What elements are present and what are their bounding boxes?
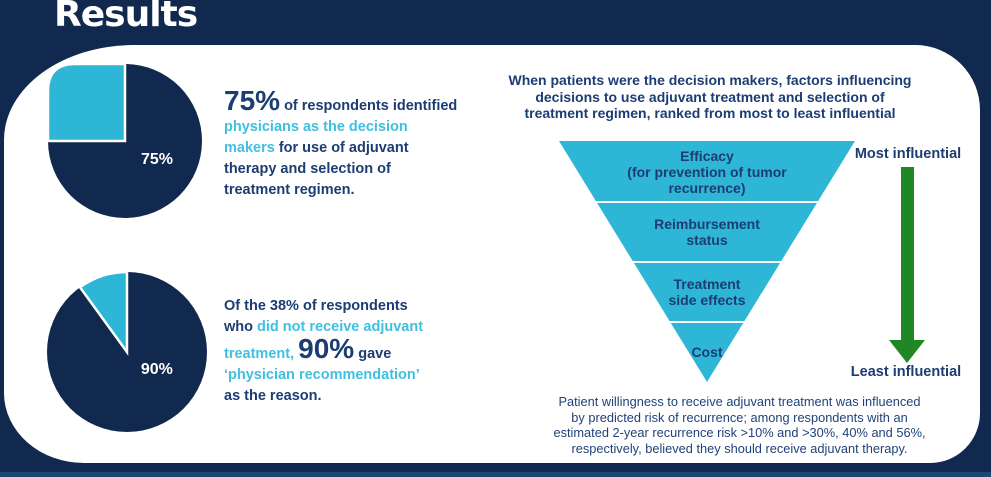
funnel-chart — [559, 141, 855, 382]
patient-willingness-note — [522, 394, 957, 456]
funnel-segment-reimbursement: Reimbursement status — [654, 216, 760, 248]
pie-chart-decision-makers — [45, 61, 205, 221]
note-line: Patient willingness to receive adjuvant treatment was influenced — [558, 394, 921, 409]
arrow-head — [889, 340, 925, 363]
funnel-segment-cost: Cost — [691, 344, 723, 360]
arrow-shaft — [901, 167, 914, 340]
pie-75-graphic — [45, 61, 205, 221]
funnel-header-line: treatment regimen, ranked from most to least influential — [524, 105, 896, 121]
stat-text-physicians: 75% of respondents identified physicians as the decision makers for use of adjuvant therapy and selection of treatment regimen. — [224, 85, 458, 198]
down-arrow-icon — [889, 167, 925, 363]
note-line: respectively, believed they should receive adjuvant therapy. — [571, 440, 908, 456]
funnel-header-line: decisions to use adjuvant treatment and selection of — [535, 88, 885, 105]
note-line: by predicted risk of recurrence; among respondents with an — [571, 409, 908, 425]
pie-chart-recommendation — [44, 269, 210, 435]
highlight-recommendation: ‘physician recommendation’ — [224, 367, 419, 383]
pie-75-minority-slice — [48, 64, 125, 141]
stat-90-number: 90% — [298, 333, 355, 364]
stat-75-number: 75% — [224, 85, 281, 116]
funnel-segment-side-effects: Treatment side effects — [668, 276, 746, 308]
funnel-header-line: When patients were the decision makers, factors influencing — [508, 72, 912, 88]
page-title: Results — [54, 0, 198, 35]
highlight-physicians: physicians as the decision makers — [224, 119, 408, 156]
least-influential-label: Least influential — [850, 364, 962, 380]
pie-90-label: 90% — [140, 361, 173, 379]
bottom-accent-strip — [0, 472, 991, 477]
highlight-no-adjuvant: did not receive adjuvant treatment, — [224, 319, 424, 362]
note-line: estimated 2-year recurrence risk >10% and >30%, 40% and 56%, — [553, 425, 926, 440]
funnel-segment-efficacy: Efficacy (for prevention of tumor recurrence) — [627, 147, 787, 196]
pie-90-graphic — [44, 269, 210, 435]
most-influential-label: Most influential — [854, 146, 962, 162]
pie-75-label: 75% — [140, 151, 174, 169]
stat-text-recommendation: Of the 38% of respondents who did not receive adjuvant treatment, 90% gave ‘physician recommendation’ as the reason. — [224, 298, 424, 404]
funnel-header — [490, 72, 930, 122]
